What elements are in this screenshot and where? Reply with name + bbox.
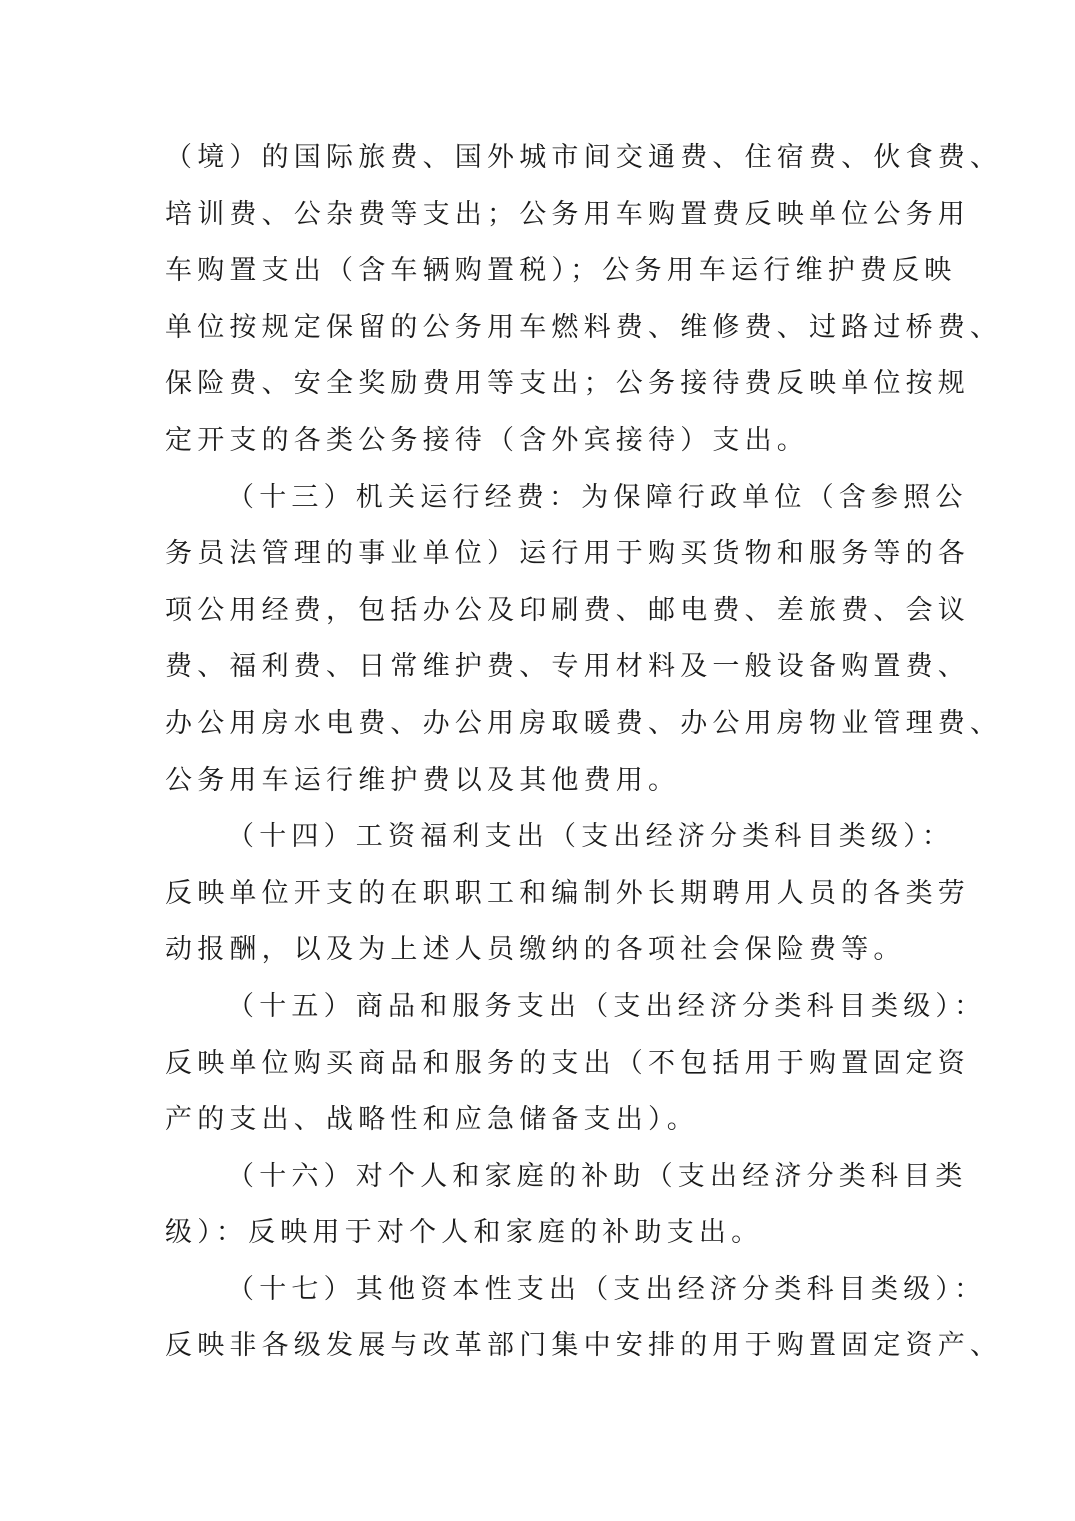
text-line: 保险费、安全奖励费用等支出；公务接待费反映单位按规 (165, 368, 970, 400)
section-heading-14: （十四）工资福利支出（支出经济分类科目类级）： (227, 821, 955, 853)
text-line: 单位按规定保留的公务用车燃料费、维修费、过路过桥费、 (165, 311, 1003, 343)
text-line: 办公用房水电费、办公用房取暖费、办公用房物业管理费、 (165, 707, 1003, 739)
text-line: 反映非各级发展与改革部门集中安排的用于购置固定资产、 (165, 1330, 1003, 1362)
text-line: 反映单位开支的在职职工和编制外长期聘用人员的各类劳 (165, 877, 970, 909)
text-line: 公务用车运行维护费以及其他费用。 (165, 764, 681, 796)
text-line: （境）的国际旅费、国外城市间交通费、住宿费、伙食费、 (165, 142, 1003, 173)
section-heading-13: （十三）机关运行经费：为保障行政单位（含参照公 (227, 481, 968, 513)
text-line: 培训费、公杂费等支出；公务用车购置费反映单位公务用 (165, 198, 970, 230)
section-heading-15: （十五）商品和服务支出（支出经济分类科目类级）： (227, 990, 987, 1022)
text-line: 产的支出、战略性和应急储备支出）。 (165, 1104, 699, 1136)
section-heading-16: （十六）对个人和家庭的补助（支出经济分类科目类 (227, 1160, 968, 1192)
text-line: 定开支的各类公务接待（含外宾接待）支出。 (165, 424, 809, 456)
text-line: 反映单位购买商品和服务的支出（不包括用于购置固定资 (165, 1047, 970, 1079)
text-line: 级）：反映用于对个人和家庭的补助支出。 (165, 1217, 764, 1249)
text-line: 务员法管理的事业单位）运行用于购买货物和服务等的各 (165, 538, 970, 570)
text-line: 车购置支出（含车辆购置税）；公务用车运行维护费反映 (165, 255, 957, 287)
text-line: 费、福利费、日常维护费、专用材料及一般设备购置费、 (165, 651, 970, 683)
text-line: 动报酬，以及为上述人员缴纳的各项社会保险费等。 (165, 934, 906, 966)
section-heading-17: （十七）其他资本性支出（支出经济分类科目类级）： (227, 1273, 987, 1305)
text-line: 项公用经费，包括办公及印刷费、邮电费、差旅费、会议 (165, 594, 970, 626)
document-page (165, 130, 1003, 1375)
